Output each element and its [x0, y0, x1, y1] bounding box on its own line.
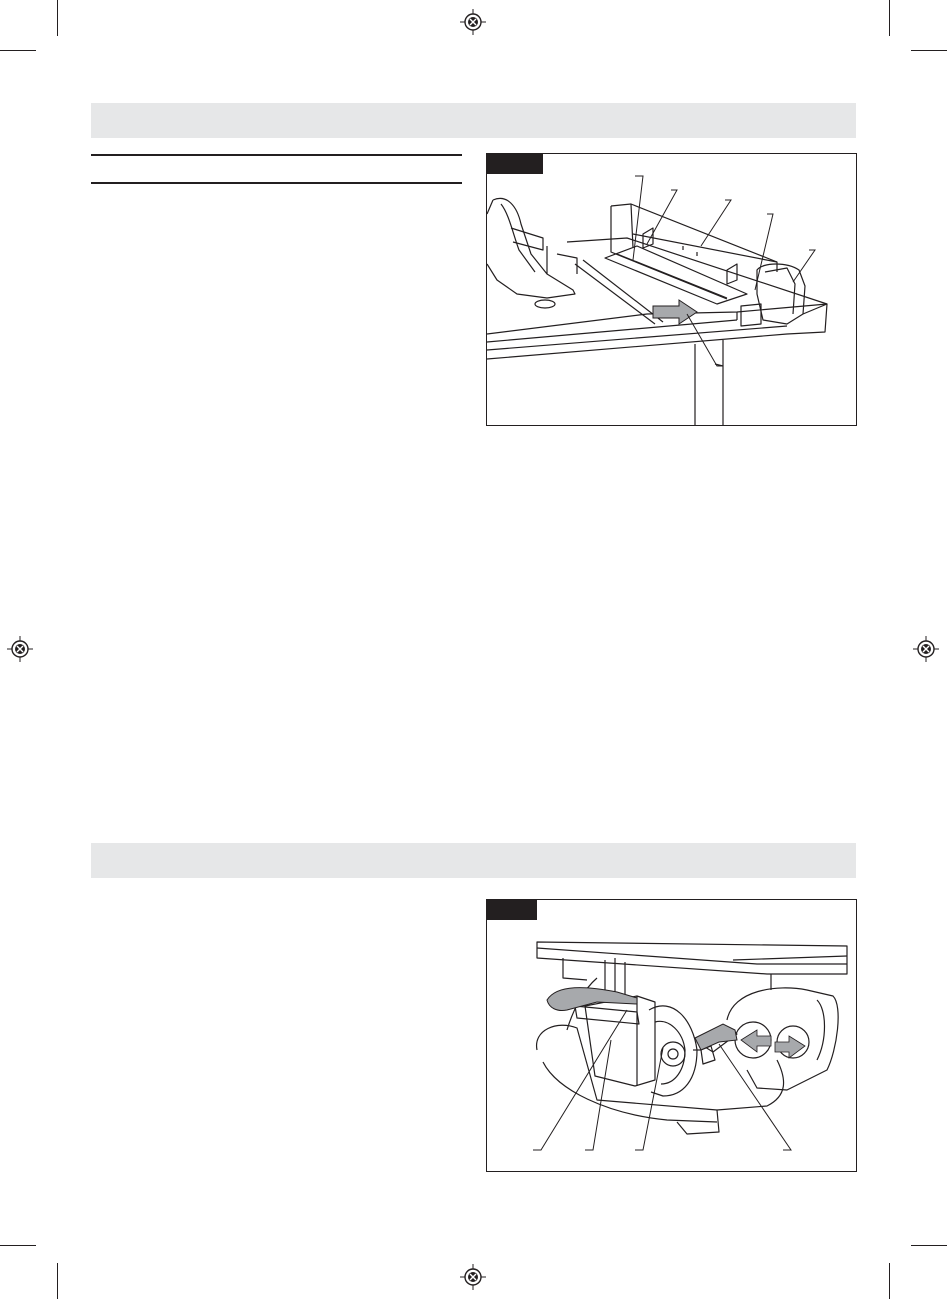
subheading-rule-bottom	[91, 182, 462, 184]
registration-mark-icon	[460, 1264, 486, 1290]
crop-mark	[889, 0, 890, 36]
registration-mark-icon	[913, 636, 939, 662]
blade-assembly-illustration	[487, 900, 856, 1171]
section-header-bar	[91, 843, 856, 878]
crop-mark	[911, 50, 947, 51]
crop-mark	[0, 1245, 36, 1246]
registration-mark-icon	[460, 9, 486, 35]
subheading-rule-top	[91, 154, 462, 156]
section-header-bar	[91, 103, 856, 138]
crop-mark	[911, 1245, 947, 1246]
crop-mark	[0, 50, 36, 51]
figure-blade-guard	[486, 899, 857, 1172]
release-arrow-left	[741, 1030, 771, 1052]
release-arrow-right	[775, 1036, 805, 1058]
crop-mark	[57, 1263, 58, 1299]
riving-knife	[695, 1024, 737, 1050]
figure-rip-fence	[486, 153, 857, 426]
crop-mark	[57, 0, 58, 36]
registration-mark-icon	[7, 636, 33, 662]
rip-fence-illustration	[487, 154, 856, 425]
crop-mark	[889, 1263, 890, 1299]
